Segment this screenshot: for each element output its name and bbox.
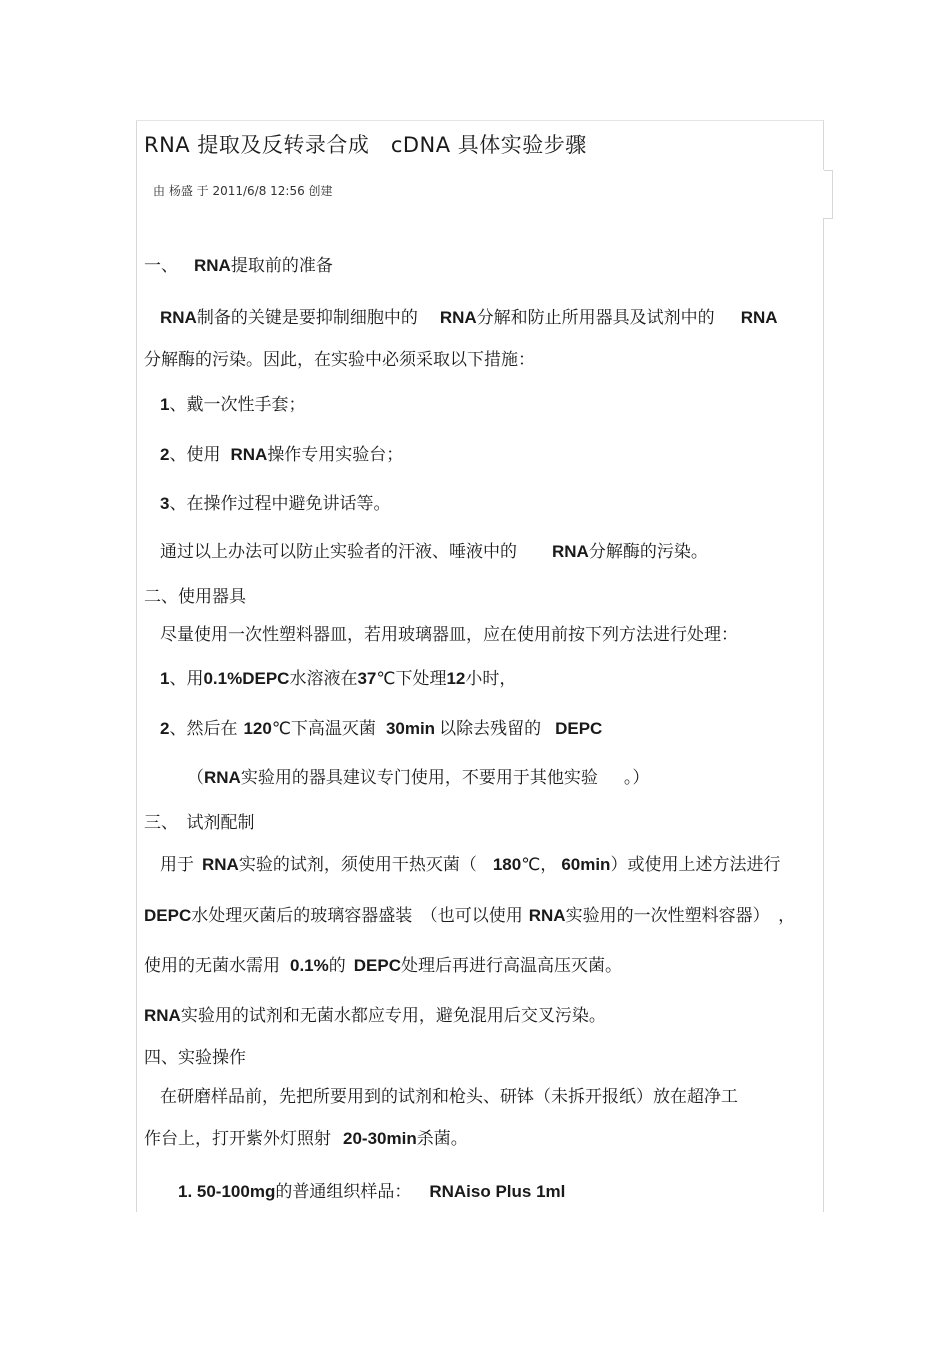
s2-item-2-depc: DEPC [555,719,603,738]
document-title: RNA 提取及反转录合成 cDNA 具体实验步骤 [144,133,587,157]
s3-l3-percent: 0.1% [290,956,329,975]
p1-rna-1: RNA [160,308,197,327]
section-3-line-2 [144,905,795,927]
p1-text-2: 分解和防止所用器具及试剂中的 [476,308,715,328]
section-4-step-1 [178,1181,565,1203]
section-1-paragraph-line-1 [160,307,778,329]
page-frame-notch [832,170,833,218]
section-2-paragraph: 尽量使用一次性塑料器皿，若用玻璃器皿，应在使用前按下列方法进行处理： [160,625,738,645]
note-text: 实验用的器具建议专门使用，不要用于其他实验 [240,768,598,788]
summary-rna: RNA [552,542,589,561]
section-4-line-1: 在研磨样品前，先把所要用到的试剂和枪头、研钵（未拆开报纸）放在超净工 [160,1087,738,1107]
section-3-line-3 [144,955,622,977]
step-1-reagent: RNAiso Plus 1ml [429,1182,566,1201]
s3-l1-time: 60min [561,855,611,874]
s4-l2-time: 20-30min [343,1129,417,1148]
item-3-text: 、在操作过程中避免讲话等。 [169,494,391,514]
s2-item-1-temp: 37 [357,669,377,688]
section-2-item-2 [160,718,602,740]
summary-text-b: 分解酶的污染。 [588,542,708,562]
s4-l2-c: 杀菌。 [416,1129,468,1149]
section-1-heading [144,255,333,277]
section-4-heading: 四、实验操作 [144,1048,246,1068]
page-frame-notch-top [824,170,833,171]
s2-item-1-e: 小时， [465,669,517,689]
item-1-number: 1 [160,395,170,414]
section-2-note [187,767,649,789]
s3-l3-a: 使用的无菌水需用 [144,956,280,976]
s2-item-1-a: 、用 [169,669,204,689]
s3-l1-temp: 180 [492,855,522,874]
s2-item-2-temp: 120 [243,719,272,738]
section-3-line-1 [160,854,780,876]
s3-l1-e: ）或使用上述方法进行 [610,855,781,875]
note-close: 。） [623,768,650,788]
s2-item-2-number: 2 [160,719,170,738]
step-1-quantity: 1. 50-100mg [178,1182,276,1201]
s3-l1-c: 实验的试剂，须使用干热灭菌（ [238,855,477,875]
s2-item-1-hours: 12 [446,669,466,688]
section-1-heading-text: 提取前的准备 [230,256,333,276]
item-2-number: 2 [160,445,170,464]
s4-l2-a: 作台上，打开紫外灯照射 [144,1129,331,1149]
s3-l2-a: 水处理灭菌后的玻璃容器盛装 （也可以使用 [191,906,523,926]
section-1-prefix: 一、 [144,256,178,276]
s2-item-2-d: 以除去残留的 [439,719,542,739]
section-3-heading: 三、 试剂配制 [144,813,255,833]
section-1-paragraph-line-2: 分解酶的污染。因此，在实验中必须采取以下措施： [144,350,535,370]
s2-item-2-time: 30min [385,719,436,738]
page-frame-notch-bottom [824,218,833,219]
p1-rna-3: RNA [740,308,778,327]
item-2-text-a: 、使用 [169,445,221,465]
step-1-text: 的普通组织样品： [275,1182,412,1202]
s3-l3-d: 处理后再进行高温高压灭菌。 [400,956,622,976]
section-1-heading-rna: RNA [194,256,231,275]
s2-item-2-a: 、然后在 [169,719,238,739]
s3-l1-d: ℃， [521,855,558,875]
s3-l3-depc: DEPC [353,956,401,975]
item-2-text-b: 操作专用实验台； [267,445,404,465]
s3-l2-depc: DEPC [144,906,192,925]
p1-text-1: 制备的关键是要抑制细胞中的 [196,308,418,328]
item-1-text: 、戴一次性手套； [169,395,306,415]
s2-item-1-c: 水溶液在 [289,669,358,689]
s3-l2-c: 实验用的一次性塑料容器） ， [565,906,796,926]
page-frame-right-lower [823,218,824,1212]
section-4-line-2 [144,1128,468,1150]
document-meta: 由 杨盛 于 2011/6/8 12:56 创建 [153,184,333,198]
section-1-item-2 [160,444,403,466]
section-2-item-1 [160,668,516,690]
page-frame-top [136,120,824,121]
s3-l3-c: 的 [328,956,346,976]
section-1-summary [160,541,708,563]
summary-text-a: 通过以上办法可以防止实验者的汗液、唾液中的 [160,542,517,562]
s2-item-1-number: 1 [160,669,170,688]
s2-item-2-c: ℃下高温灭菌 [271,719,376,739]
s3-l4-rna: RNA [144,1006,181,1025]
s3-l2-rna: RNA [528,906,566,925]
s3-l4-a: 实验用的试剂和无菌水都应专用，避免混用后交叉污染。 [180,1006,606,1026]
section-1-item-1 [160,394,305,416]
s3-l1-rna: RNA [202,855,239,874]
section-1-item-3 [160,493,390,515]
page-frame-right [823,120,824,170]
item-2-rna: RNA [230,445,268,464]
section-2-heading: 二、使用器具 [144,587,246,607]
item-3-number: 3 [160,494,170,513]
p1-rna-2: RNA [439,308,477,327]
page-frame-left [136,120,137,1212]
s2-item-1-depc: 0.1%DEPC [203,669,290,688]
s2-item-1-d: ℃下处理 [376,669,447,689]
s3-l1-a: 用于 [160,855,194,875]
section-3-line-4 [144,1005,606,1027]
note-rna: RNA [204,768,241,787]
note-open: （ [187,768,204,788]
